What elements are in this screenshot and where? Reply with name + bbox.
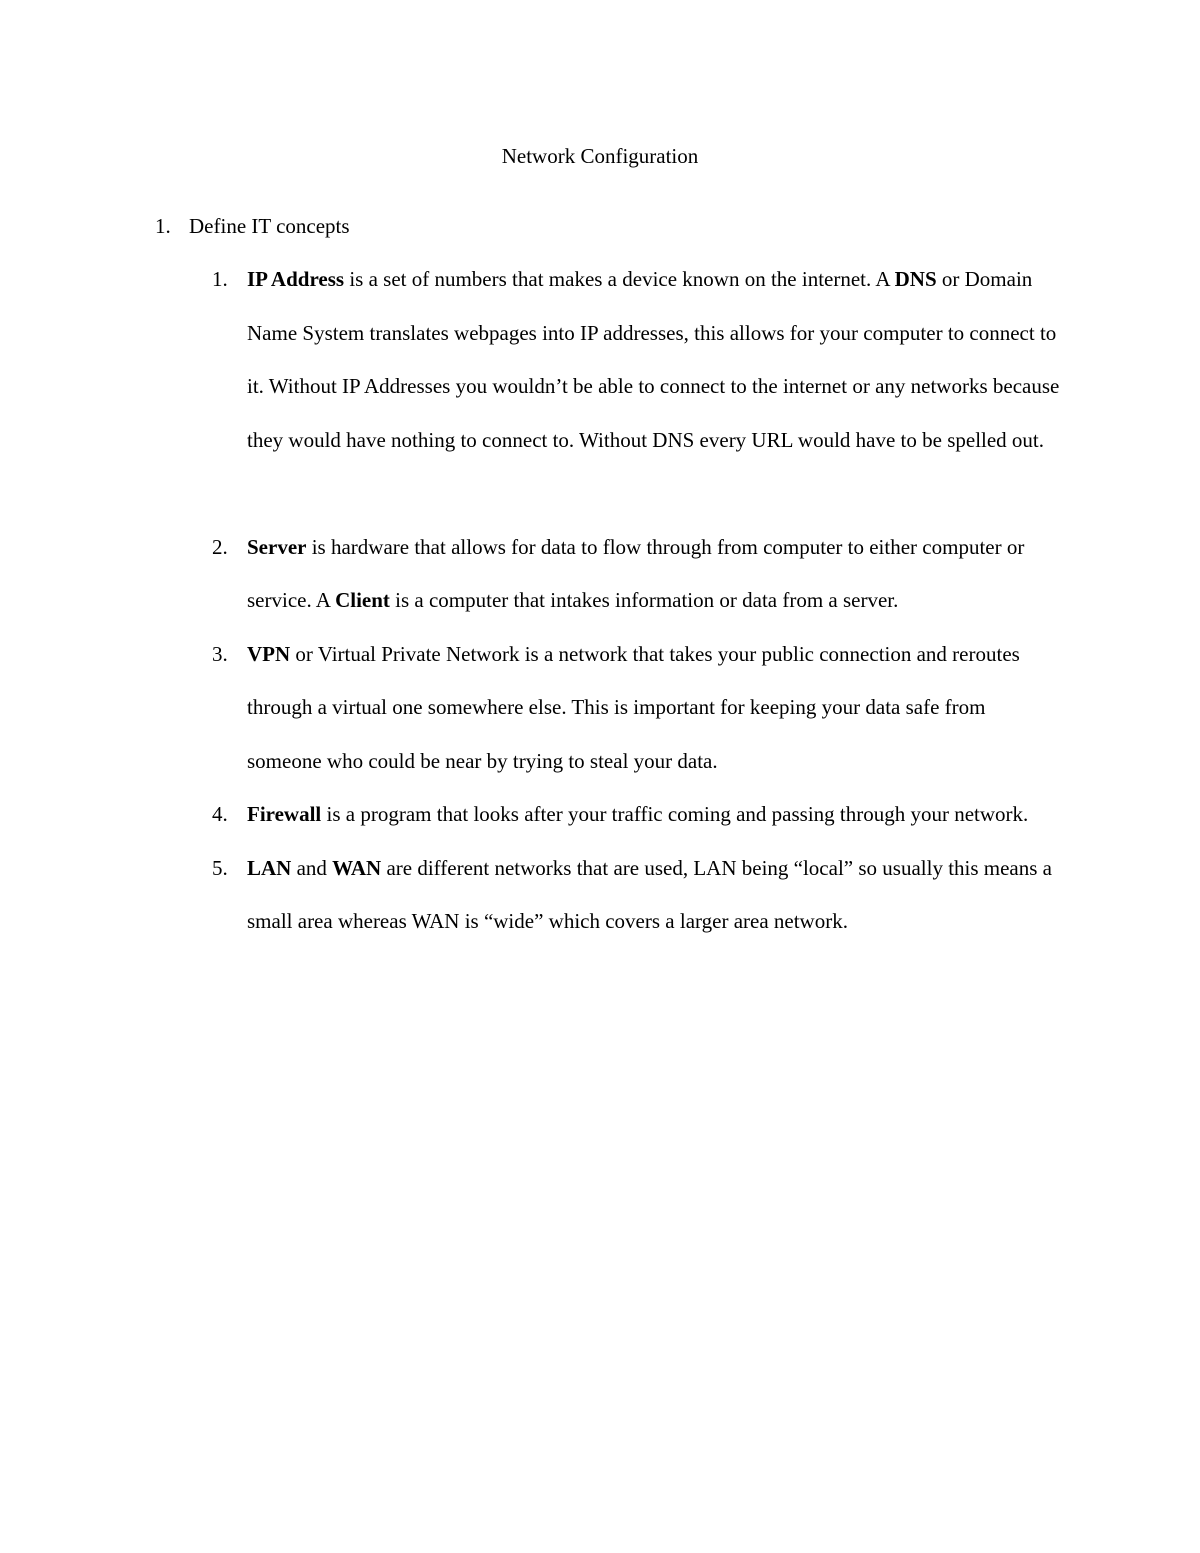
list-item-lan-wan [212, 842, 1062, 949]
list-item-number: 2. [212, 534, 228, 559]
outer-list-item [155, 208, 350, 244]
outer-list-number: 1. [155, 214, 171, 238]
definition-text: and [291, 855, 333, 880]
definition-text: is a program that looks after your traffic coming and passing through your network. [321, 802, 1029, 826]
term-dns: DNS [894, 267, 937, 291]
definition-text: is a computer that intakes information or data from a server. [389, 588, 899, 612]
concept-list [212, 253, 1062, 949]
term-firewall: Firewall [247, 802, 322, 826]
list-item-number: 5. [212, 855, 228, 880]
term-client: Client [335, 588, 390, 612]
term-wan: WAN [332, 855, 382, 880]
term-vpn: VPN [247, 641, 291, 666]
document-title: Network Configuration [501, 144, 699, 168]
definition-text: or Virtual Private Network is a network that takes your public connection and reroutes through a virtual one somewhere else. This is important for keeping your data safe from someone who could be near by trying to steal your data. [247, 641, 1020, 773]
definition-text: is a set of numbers that makes a device known on the internet. A [344, 267, 895, 291]
list-item-ip-address [212, 253, 1062, 467]
list-item-server [212, 521, 1062, 628]
term-server: Server [247, 534, 307, 559]
definition-text: or Domain Name System translates webpages into IP addresses, this allows for your computer to connect to it. Without IP Addresses you wouldn’t be able to connect to the internet or any networks because they would have nothing to connect to. Without DNS every URL would have to be spelled out. [247, 267, 1060, 452]
list-item-number: 1. [212, 267, 228, 291]
definition-text: is hardware that allows for data to flow through from computer to either computer or service. A [247, 534, 1025, 612]
list-item-number: 3. [212, 641, 228, 666]
outer-list-label: Define IT concepts [189, 214, 350, 238]
term-ip-address: IP Address [247, 267, 345, 291]
list-item-firewall [212, 788, 1062, 842]
list-item-vpn [212, 628, 1062, 789]
definition-text: are different networks that are used, LAN being “local” so usually this means a small area whereas WAN is “wide” which covers a larger area network. [247, 855, 1052, 933]
term-lan: LAN [247, 855, 292, 880]
list-item-number: 4. [212, 802, 228, 826]
